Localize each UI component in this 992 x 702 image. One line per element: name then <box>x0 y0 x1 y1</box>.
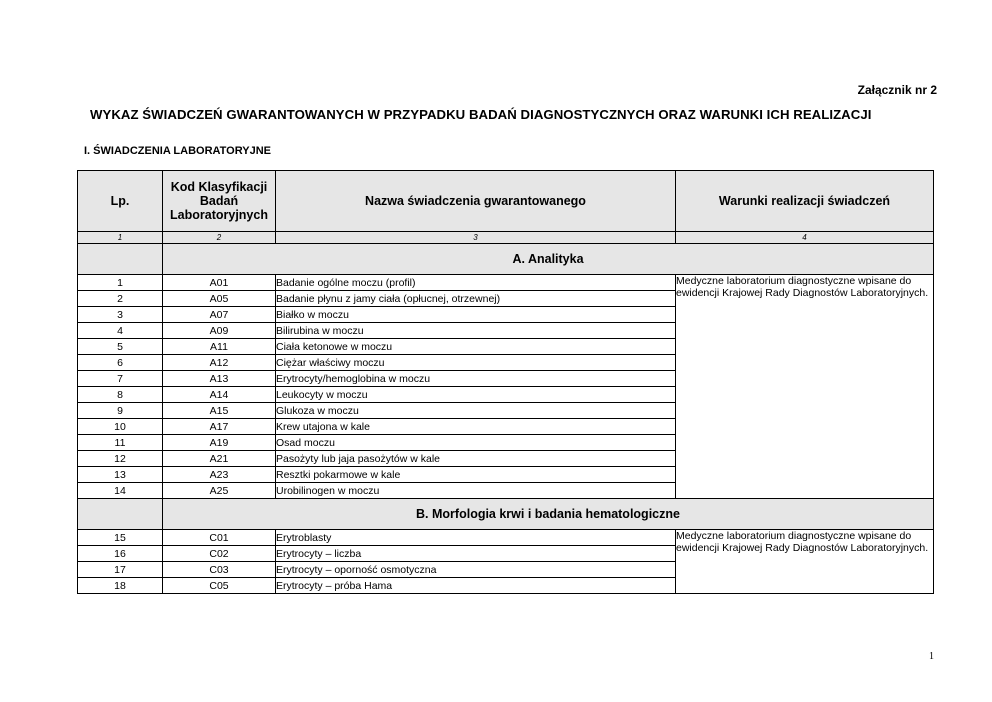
row-service-name: Ciężar właściwy moczu <box>276 355 676 371</box>
row-code: A15 <box>163 403 276 419</box>
row-service-name: Urobilinogen w moczu <box>276 483 676 499</box>
header-name: Nazwa świadczenia gwarantowanego <box>276 171 676 232</box>
row-service-name: Badanie ogólne moczu (profil) <box>276 275 676 291</box>
row-lp: 13 <box>78 467 163 483</box>
table-row <box>78 530 934 546</box>
row-lp: 1 <box>78 275 163 291</box>
row-code: A12 <box>163 355 276 371</box>
row-code: A07 <box>163 307 276 323</box>
header-conditions: Warunki realizacji świadczeń <box>676 171 934 232</box>
header-code <box>163 171 276 232</box>
row-lp: 17 <box>78 562 163 578</box>
row-service-name: Erytroblasty <box>276 530 676 546</box>
row-lp: 3 <box>78 307 163 323</box>
table-header-row <box>78 171 934 232</box>
row-service-name: Badanie płynu z jamy ciała (opłucnej, otrzewnej) <box>276 291 676 307</box>
row-lp: 12 <box>78 451 163 467</box>
group-header-row <box>78 499 934 530</box>
annex-label: Załącznik nr 2 <box>857 83 937 97</box>
row-service-name: Glukoza w moczu <box>276 403 676 419</box>
header-lp: Lp. <box>78 171 163 232</box>
row-service-name: Ciała ketonowe w moczu <box>276 339 676 355</box>
row-code: A01 <box>163 275 276 291</box>
row-service-name: Leukocyty w moczu <box>276 387 676 403</box>
row-lp: 8 <box>78 387 163 403</box>
row-code: A25 <box>163 483 276 499</box>
row-service-name: Resztki pokarmowe w kale <box>276 467 676 483</box>
column-number-row <box>78 232 934 244</box>
group-title: B. Morfologia krwi i badania hematologiczne <box>163 499 934 530</box>
row-code: A11 <box>163 339 276 355</box>
row-lp: 15 <box>78 530 163 546</box>
row-lp: 16 <box>78 546 163 562</box>
row-lp: 14 <box>78 483 163 499</box>
row-code: A05 <box>163 291 276 307</box>
section-title: I. ŚWIADCZENIA LABORATORYJNE <box>84 145 272 157</box>
row-service-name: Bilirubina w moczu <box>276 323 676 339</box>
table-body <box>78 244 934 594</box>
row-lp: 4 <box>78 323 163 339</box>
column-number: 4 <box>676 232 934 244</box>
services-table <box>77 170 934 594</box>
header-code-label: Kod Klasyfikacji Badań Laboratoryjnych <box>170 180 268 222</box>
column-number: 2 <box>163 232 276 244</box>
group-header-row <box>78 244 934 275</box>
row-code: A21 <box>163 451 276 467</box>
row-service-name: Erytrocyty – liczba <box>276 546 676 562</box>
row-code: A13 <box>163 371 276 387</box>
row-service-name: Osad moczu <box>276 435 676 451</box>
row-service-name: Erytrocyty – próba Hama <box>276 578 676 594</box>
row-lp: 5 <box>78 339 163 355</box>
row-code: C02 <box>163 546 276 562</box>
page-number: 1 <box>929 651 934 662</box>
column-number: 1 <box>78 232 163 244</box>
row-lp: 6 <box>78 355 163 371</box>
row-service-name: Erytrocyty – oporność osmotyczna <box>276 562 676 578</box>
row-lp: 18 <box>78 578 163 594</box>
group-header-blank-cell <box>78 499 163 530</box>
table-row <box>78 275 934 291</box>
row-service-name: Pasożyty lub jaja pasożytów w kale <box>276 451 676 467</box>
group-conditions: Medyczne laboratorium diagnostyczne wpisane do ewidencji Krajowej Rady Diagnostów Laboratoryjnych. <box>676 530 934 594</box>
group-conditions: Medyczne laboratorium diagnostyczne wpisane do ewidencji Krajowej Rady Diagnostów Laboratoryjnych. <box>676 275 934 499</box>
row-code: C01 <box>163 530 276 546</box>
row-code: A23 <box>163 467 276 483</box>
row-lp: 11 <box>78 435 163 451</box>
row-lp: 7 <box>78 371 163 387</box>
row-service-name: Białko w moczu <box>276 307 676 323</box>
row-code: C05 <box>163 578 276 594</box>
row-lp: 9 <box>78 403 163 419</box>
row-code: A17 <box>163 419 276 435</box>
group-header-blank-cell <box>78 244 163 275</box>
row-code: C03 <box>163 562 276 578</box>
row-service-name: Erytrocyty/hemoglobina w moczu <box>276 371 676 387</box>
row-code: A09 <box>163 323 276 339</box>
group-title: A. Analityka <box>163 244 934 275</box>
row-code: A19 <box>163 435 276 451</box>
column-number: 3 <box>276 232 676 244</box>
row-lp: 10 <box>78 419 163 435</box>
row-code: A14 <box>163 387 276 403</box>
row-lp: 2 <box>78 291 163 307</box>
row-service-name: Krew utajona w kale <box>276 419 676 435</box>
document-title: WYKAZ ŚWIADCZEŃ GWARANTOWANYCH W PRZYPADKU BADAŃ DIAGNOSTYCZNYCH ORAZ WARUNKI ICH REALIZACJI <box>90 107 872 122</box>
